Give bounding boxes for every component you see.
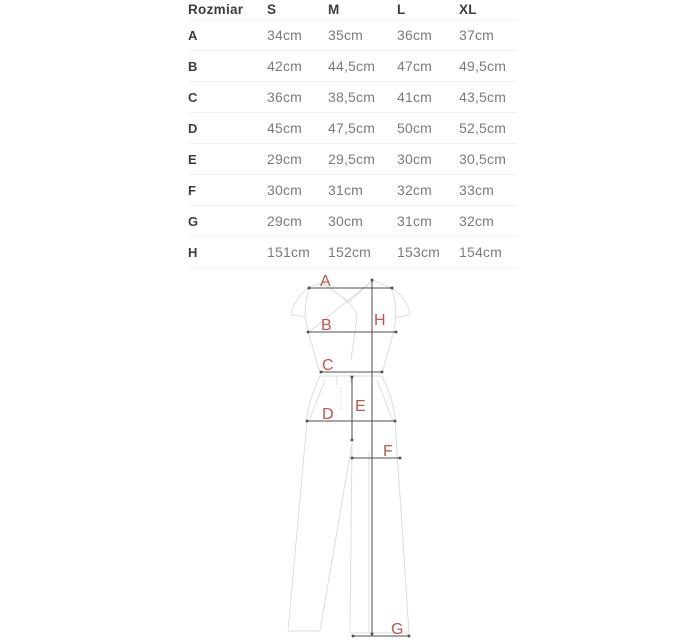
measurement-cell: 154cm (459, 244, 503, 260)
measurement-cell: 47cm (397, 58, 433, 74)
row-label: F (188, 182, 197, 198)
measurement-cell: 30cm (267, 182, 303, 198)
measurement-cell: 43,5cm (459, 89, 507, 105)
dim-label-f: F (383, 443, 393, 460)
measurement-cell: 153cm (397, 244, 441, 260)
column-header-xl: XL (459, 2, 477, 17)
measurement-cell: 38,5cm (328, 89, 376, 105)
measurement-cell: 33cm (459, 182, 495, 198)
measurement-cell: 45cm (267, 120, 303, 136)
row-label: E (188, 151, 197, 167)
measurement-cell: 37cm (459, 27, 495, 43)
column-header-s: S (267, 2, 277, 17)
measurement-cell: 50cm (397, 120, 433, 136)
measurement-cell: 29,5cm (328, 151, 376, 167)
measurement-cell: 32cm (459, 213, 495, 229)
measurement-cell: 151cm (267, 244, 311, 260)
measurement-cell: 36cm (267, 89, 303, 105)
measurement-cell: 52,5cm (459, 120, 507, 136)
measurement-cell: 49,5cm (459, 58, 507, 74)
measurement-cell: 41cm (397, 89, 433, 105)
measurement-cell: 31cm (397, 213, 433, 229)
row-label: B (188, 58, 198, 74)
measurement-cell: 29cm (267, 151, 303, 167)
measurement-cell: 47,5cm (328, 120, 376, 136)
dim-label-e: E (355, 398, 366, 415)
measurement-cell: 32cm (397, 182, 433, 198)
dim-label-g: G (391, 621, 404, 638)
measurement-cell: 30,5cm (459, 151, 507, 167)
row-label: A (188, 27, 198, 43)
row-label: G (188, 213, 199, 229)
row-label: H (188, 244, 198, 260)
dim-label-d: D (322, 406, 334, 423)
row-label: D (188, 120, 198, 136)
measurement-cell: 29cm (267, 213, 303, 229)
measurement-cell: 35cm (328, 27, 364, 43)
measurement-cell: 30cm (397, 151, 433, 167)
column-header-m: M (328, 2, 340, 17)
measurement-cell: 42cm (267, 58, 303, 74)
measurement-cell: 152cm (328, 244, 372, 260)
dim-label-a: A (320, 273, 331, 290)
dim-label-h: H (374, 312, 386, 329)
measurement-cell: 44,5cm (328, 58, 376, 74)
measurement-cell: 30cm (328, 213, 364, 229)
measurement-cell: 31cm (328, 182, 364, 198)
row-label: C (188, 89, 198, 105)
measurement-cell: 34cm (267, 27, 303, 43)
dim-label-c: C (322, 357, 334, 374)
dim-label-b: B (321, 317, 332, 334)
size-table-title: Rozmiar (188, 2, 244, 17)
measurement-cell: 36cm (397, 27, 433, 43)
dimension-labels (320, 273, 403, 638)
column-header-l: L (397, 2, 406, 17)
